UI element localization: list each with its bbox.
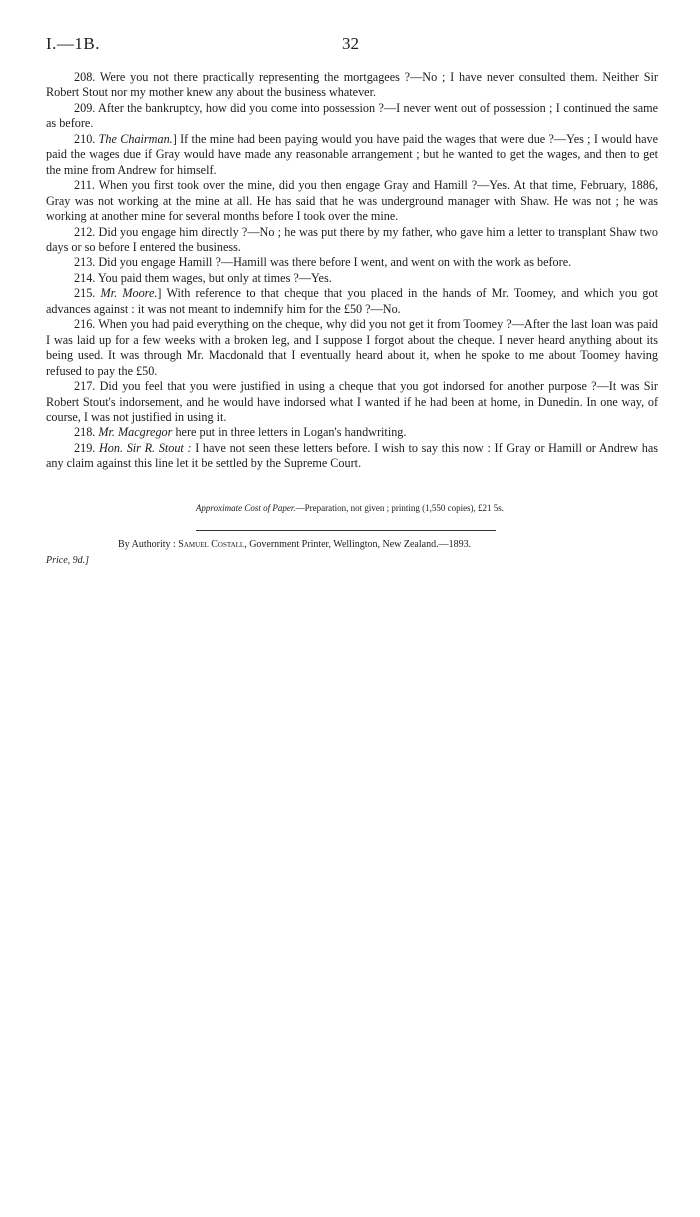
printer-name: Samuel Costall bbox=[178, 539, 245, 550]
paragraph-lead: 218. bbox=[74, 425, 99, 440]
speaker-name: Mr. Macgregor bbox=[98, 425, 173, 440]
evidence-paragraph bbox=[46, 441, 658, 472]
paragraph-text: here put in three letters in Logan's handwriting. bbox=[172, 425, 407, 440]
paragraph-lead: 215. bbox=[74, 286, 101, 301]
evidence-paragraph bbox=[46, 225, 658, 256]
cost-text: —Preparation, not given ; printing (1,550 copies), £21 5s. bbox=[295, 503, 505, 513]
evidence-paragraph bbox=[46, 286, 658, 317]
paragraph-text: ] If the mine had been paying would you have paid the wages that were due ?—Yes ; I would have paid the wages due if Gray would have made any reasonable arrangement ; but he wanted to get the wages, and then to get the mine from Andrew for himself. bbox=[46, 131, 659, 177]
printer-line bbox=[118, 539, 471, 550]
paragraph-text: 211. When you first took over the mine, did you then engage Gray and Hamill ?—Yes. At that time, February, 1886, Gray was not working at the mine at all. He has said that he was underground manager with Shaw. He was not ; he was working at another mine for several months before I took over the mine. bbox=[46, 178, 658, 224]
paragraph-text: 209. After the bankruptcy, how did you come into possession ?—I never went out of possession ; I continued the same as before. bbox=[46, 100, 658, 131]
speaker-name: Hon. Sir R. Stout : bbox=[99, 440, 192, 455]
evidence-paragraph bbox=[46, 132, 658, 178]
paragraph-text: 212. Did you engage him directly ?—No ; he was put there by my father, who gave him a letter to transplant Shaw two days or so before I entered the business. bbox=[46, 224, 658, 254]
paragraph-text: 214. You paid them wages, but only at times ?—Yes. bbox=[74, 270, 332, 285]
paper-reference: I.—1B. bbox=[46, 34, 100, 53]
evidence-paragraph bbox=[46, 271, 658, 286]
paragraph-lead: 219. bbox=[74, 440, 99, 455]
authority-suffix: , Government Printer, Wellington, New Zealand.—1893. bbox=[244, 539, 472, 550]
speaker-name: Mr. Moore. bbox=[100, 286, 158, 301]
paragraph-text: 208. Were you not there practically representing the mortgagees ?—No ; I have never consulted them. Neither Sir Robert Stout nor my mother knew any about the business whatever. bbox=[46, 70, 658, 100]
evidence-paragraph bbox=[46, 379, 658, 425]
paragraph-text: ] With reference to that cheque that you placed in the hands of Mr. Toomey, and which you got advances against : it was not meant to indemnify him for the £50 ?—No. bbox=[46, 286, 658, 316]
paragraph-text: 217. Did you feel that you were justified in using a cheque that you got indorsed for another purpose ?—It was Sir Robert Stout's indorsement, and he would have indorsed what I wanted if he had been at home, in Dunedin. In one way, of course, I was not justified in using it. bbox=[46, 379, 658, 424]
evidence-paragraph bbox=[46, 317, 658, 379]
page-number: 32 bbox=[342, 34, 359, 53]
cost-note bbox=[0, 503, 700, 513]
authority-prefix: By Authority : bbox=[118, 539, 179, 550]
paragraph-lead: 210. bbox=[74, 131, 99, 146]
paragraph-text: I have not seen these letters before. I wish to say this now : If Gray or Hamill or Andrew has any claim against this line let it be settled by the Supreme Court. bbox=[46, 440, 659, 471]
evidence-paragraph bbox=[46, 425, 658, 440]
evidence-paragraph bbox=[46, 101, 658, 132]
evidence-paragraph bbox=[46, 70, 658, 101]
paragraph-text: 213. Did you engage Hamill ?—Hamill was there before I went, and went on with the work as before. bbox=[74, 255, 572, 270]
page-header bbox=[46, 34, 658, 58]
evidence-text bbox=[46, 70, 658, 472]
paragraph-text: 216. When you had paid everything on the cheque, why did you not get it from Toomey ?—After the last loan was paid I was laid up for a few weeks with a broken leg, and I suppose I forgot about the cheque. I never heard anything about its being used. It was through Mr. Macdonald that I eventually heard about it, when he spoke to me about Toomey having refused to pay the £50. bbox=[46, 317, 658, 378]
speaker-name: The Chairman. bbox=[98, 131, 173, 146]
cost-label: Approximate Cost of Paper. bbox=[195, 503, 296, 513]
footer-divider bbox=[196, 530, 496, 531]
evidence-paragraph bbox=[46, 178, 658, 224]
price-note: Price, 9d.] bbox=[46, 555, 90, 566]
evidence-paragraph bbox=[46, 255, 658, 270]
